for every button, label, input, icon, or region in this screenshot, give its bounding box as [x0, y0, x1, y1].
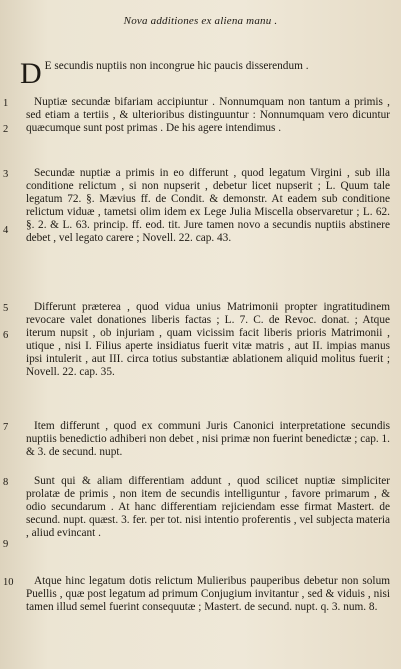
paragraph-number: 8: [3, 477, 9, 488]
page-heading: Nova additiones ex aliena manu .: [123, 15, 278, 27]
paragraph-number: 9: [3, 539, 9, 550]
paragraph-number: 1: [3, 98, 9, 109]
drop-cap: D: [20, 57, 42, 90]
paragraph-5: Differunt præterea , quod vidua unius Matrimonii propter ingratitudinem revocare valet donationes liberis factas ; L. 7. C. de Revoc. donat. ; Atque iterum nupsit , ob injuriam , quam vicissim facit liberis prioris Matrimonii , utique , nisi I. Filius aperte insidiatus fuerit vitæ matris , aut II. impias manus ipsi intulerit , aut III. circa totius substantiæ ablationem aliquid molitus fuerit ; Novell. 22. cap. 35.: [26, 301, 390, 379]
paragraph-8: Sunt qui & aliam differentiam addunt , quod scilicet nuptiæ simpliciter prolatæ de primis , non item de secundis intelliguntur , favore primarum , & odio secundarum . At hanc differentiam rejiciendam esse firmat Mastert. de secund. nupt. quæst. 3. fer. per tot. nisi intentio proferentis , vel subjecta materia , aliud evincant .: [26, 475, 390, 540]
paragraph-3: Secundæ nuptiæ a primis in eo differunt , quod legatum Virgini , sub illa conditione relictum , si non nupserit , debetur licet nupserit ; L. Quum tale legatum 72. §. Mævius ff. de Condit. & demonstr. At eadem sub conditione relictum viduæ , tametsi olim idem ex Lege Julia Miscella observaretur ; L. 62. §. 2. & L. 63. princip. ff. eod. tit. Jure tamen novo a secundis nuptiis abstinere debet , vel legato carere ; Novell. 22. cap. 43.: [26, 167, 390, 245]
paragraph-number: 4: [3, 225, 9, 236]
paragraph-number: 6: [3, 330, 9, 341]
paragraph-number: 3: [3, 169, 9, 180]
intro-text: E secundis nuptiis non incongrue hic paucis disserendum .: [44, 60, 309, 72]
paragraph-7: Item differunt , quod ex communi Juris Canonici interpretatione secundis nuptiis benedictio adhiberi non debet , nisi primæ non fuerint benedictæ ; cap. 1. & 3. de secund. nupt.: [26, 420, 390, 459]
paragraph-number: 2: [3, 124, 9, 135]
intro-paragraph: [20, 57, 390, 90]
paragraph-number: 10: [3, 577, 14, 588]
paragraph-10: Atque hinc legatum dotis relictum Mulieribus pauperibus debetur non solum Puellis , quæ post legatum ad primum Conjugium invitantur , sed & viduis , nisi tamen illud semel fuerint consequutæ ; Mastert. de secund. nupt. q. 3. num. 8.: [26, 575, 390, 614]
paragraph-1: Nuptiæ secundæ bifariam accipiuntur . Nonnumquam non tantum a primis , sed etiam a tertiis , & ulterioribus distinguuntur : Nonnumquam vero dicuntur quæcumque sunt post primas . De his agere intendimus .: [26, 96, 390, 135]
paragraph-number: 5: [3, 303, 9, 314]
paragraph-number: 7: [3, 422, 9, 433]
